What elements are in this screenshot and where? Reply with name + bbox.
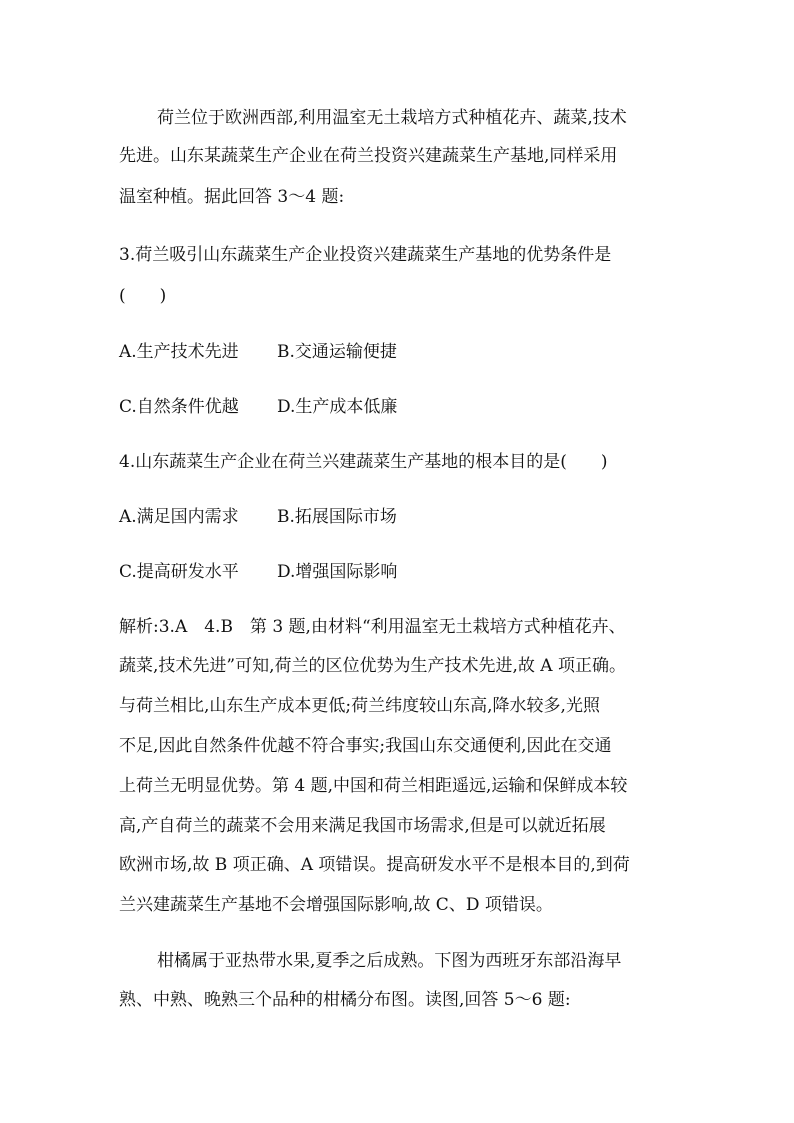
- q4-option-a: A.满足国内需求: [119, 507, 239, 527]
- analysis-line-6: 高,产自荷兰的蔬菜不会用来满足我国市场需求,但是可以就近拓展: [119, 816, 606, 836]
- q3-options-row-2: [119, 397, 398, 417]
- q3-option-d: D.生产成本低廉: [277, 397, 398, 417]
- q3-option-a: A.生产技术先进: [119, 342, 239, 362]
- q4-option-c: C.提高研发水平: [119, 562, 239, 582]
- q3-stem: 3.荷兰吸引山东蔬菜生产企业投资兴建蔬菜生产基地的优势条件是: [119, 245, 612, 265]
- analysis-line-1: 解析:3.A 4.B 第 3 题,由材料“利用温室无土栽培方式种植花卉、: [119, 617, 626, 637]
- q4-stem: 4.山东蔬菜生产企业在荷兰兴建蔬菜生产基地的根本目的是( ): [119, 452, 608, 472]
- q4-options-row-2: [119, 562, 398, 582]
- passage2-line-2: 熟、中熟、晚熟三个品种的柑橘分布图。读图,回答 5～6 题:: [119, 990, 571, 1010]
- passage1-line-1: 荷兰位于欧洲西部,利用温室无土栽培方式种植花卉、蔬菜,技术: [157, 108, 627, 128]
- passage2-line-1: 柑橘属于亚热带水果,夏季之后成熟。下图为西班牙东部沿海早: [157, 951, 622, 971]
- analysis-line-2: 蔬菜,技术先进”可知,荷兰的区位优势为生产技术先进,故 A 项正确。: [119, 656, 626, 676]
- passage1-line-3: 温室种植。据此回答 3～4 题:: [119, 187, 345, 207]
- analysis-line-3: 与荷兰相比,山东生产成本更低;荷兰纬度较山东高,降水较多,光照: [119, 696, 600, 716]
- analysis-line-4: 不足,因此自然条件优越不符合事实;我国山东交通便利,因此在交通: [119, 736, 612, 756]
- passage1-line-2: 先进。山东某蔬菜生产企业在荷兰投资兴建蔬菜生产基地,同样采用: [119, 146, 618, 166]
- q4-options-row-1: [119, 507, 397, 527]
- q4-option-d: D.增强国际影响: [277, 562, 398, 582]
- analysis-line-5: 上荷兰无明显优势。第 4 题,中国和荷兰相距遥远,运输和保鲜成本较: [119, 776, 628, 796]
- q3-option-c: C.自然条件优越: [119, 397, 239, 417]
- q4-option-b: B.拓展国际市场: [277, 507, 397, 527]
- q3-option-b: B.交通运输便捷: [277, 342, 397, 362]
- analysis-line-8: 兰兴建蔬菜生产基地不会增强国际影响,故 C、D 项错误。: [119, 895, 553, 915]
- analysis-line-7: 欧洲市场,故 B 项正确、A 项错误。提高研发水平不是根本目的,到荷: [119, 855, 630, 875]
- q3-blank: ( ): [119, 286, 167, 306]
- q3-options-row-1: [119, 342, 397, 362]
